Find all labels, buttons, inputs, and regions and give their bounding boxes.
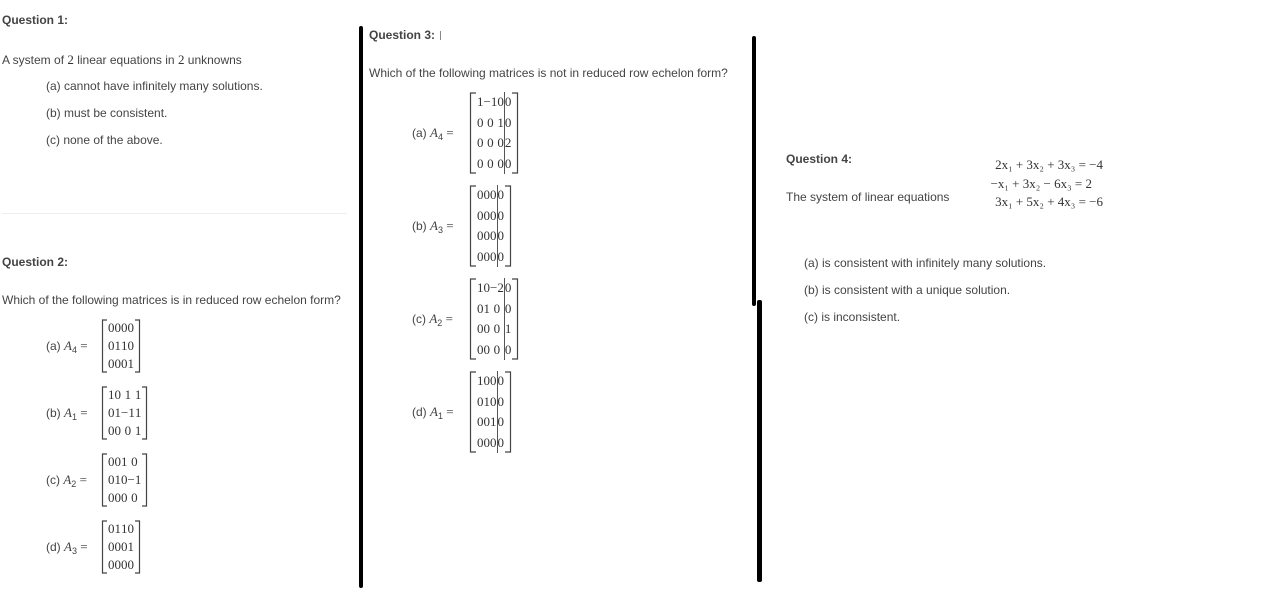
matrix-entry: 0 [108, 356, 115, 371]
matrix-entry: 0 [108, 405, 115, 420]
matrix-entry: 0 [114, 356, 121, 371]
matrix-entry: 0 [497, 94, 504, 110]
matrix-entry: 1 [134, 423, 142, 438]
right-bracket [141, 453, 148, 507]
q4-equation-3: 3x₁ + 5x₂ + 4x₃ = −6 [995, 194, 1103, 209]
left-bracket [101, 453, 108, 507]
matrix-entry: 0 [131, 454, 138, 469]
q3-option-a-letter: (a) [412, 126, 427, 140]
q3-option-b-matrix [469, 185, 512, 267]
q3-option-c-matrix-subscript: 2 [437, 318, 443, 329]
right-bracket [504, 371, 512, 453]
q4-option-a[interactable] [804, 256, 1046, 270]
matrix-entry: 0 [487, 155, 494, 171]
left-bracket [101, 386, 108, 440]
equals-sign: = [442, 218, 454, 233]
matrix-entry: 0 [497, 371, 504, 392]
matrix-row [477, 433, 504, 454]
q2-option-b-letter: (b) [46, 406, 61, 420]
matrix-entry: 0 [487, 114, 494, 130]
matrix-row [108, 556, 134, 574]
matrix-entry: 0 [127, 521, 134, 536]
q2-option-b-matrix-subscript: 1 [71, 412, 77, 423]
q2-option-d-matrix-name: A [64, 539, 72, 554]
q2-option-d-matrix-subscript: 3 [71, 546, 77, 557]
matrix-entry: 0 [121, 490, 128, 505]
q3-option-d-matrix [469, 371, 512, 453]
q2-option-b-matrix-name: A [64, 405, 72, 420]
matrix-row [108, 520, 134, 538]
q1-option-a-text: cannot have infinitely many solutions. [60, 79, 263, 93]
equals-sign: = [442, 125, 454, 140]
matrix-entry: 1 [121, 338, 128, 353]
right-bracket [511, 92, 519, 174]
matrix-entry: 0 [497, 185, 504, 206]
q3-option-c-matrix [469, 278, 519, 360]
right-bracket [504, 185, 512, 267]
equals-sign: = [76, 338, 88, 353]
matrix-entry: 0 [490, 248, 497, 264]
q1-option-b-text: must be consistent. [60, 106, 168, 120]
matrix-entry: 0 [493, 300, 501, 316]
matrix-row [477, 278, 511, 299]
matrix-entry: 0 [497, 392, 504, 413]
q3-stem: Which of the following matrices is not in reduced row echelon form? [369, 66, 728, 80]
matrix-entry: 1 [127, 539, 134, 554]
matrix-entry: 1 [477, 94, 484, 110]
matrix-entry: 1 [114, 338, 121, 353]
matrix-entry: −1 [121, 405, 135, 420]
matrix-row [108, 489, 141, 507]
matrix-entry: 0 [490, 434, 497, 450]
q1-option-c[interactable] [46, 133, 163, 147]
matrix-entry: 0 [497, 206, 504, 227]
matrix-row [477, 299, 511, 320]
q3-option-b-matrix-name: A [430, 218, 438, 233]
matrix-entry: 0 [114, 454, 121, 469]
q3-option-c-matrix-name: A [429, 311, 438, 326]
q1-option-a[interactable] [46, 79, 263, 93]
matrix-entry: 0 [490, 228, 497, 244]
matrix-entry: 1 [121, 521, 128, 536]
matrix-entry: 1 [121, 454, 128, 469]
matrix-entry: 0 [114, 387, 121, 402]
q3-option-a-label [412, 125, 454, 142]
matrix-entry: 0 [504, 278, 511, 299]
q4-title: Question 4: [786, 152, 853, 166]
q2-option-c-matrix [101, 453, 148, 507]
equals-sign: = [76, 472, 87, 487]
matrix-entry: 1 [490, 414, 497, 430]
matrix-entry: 1 [134, 387, 142, 402]
matrix-entry: 0 [490, 187, 497, 203]
matrix-entry: 0 [483, 373, 490, 389]
q4-option-b-text: is consistent with a unique solution. [818, 283, 1011, 297]
matrix-entry: 0 [477, 228, 484, 244]
matrix-entry: 0 [483, 414, 490, 430]
matrix-entry: 0 [131, 490, 138, 505]
q1-option-c-letter: (c) [46, 133, 60, 147]
q2-option-a-matrix [101, 319, 141, 373]
left-bracket [469, 185, 477, 267]
q1-stem-pre: A system of [2, 53, 68, 67]
matrix-entry: 0 [127, 338, 134, 353]
q2-option-d-label [46, 539, 88, 556]
q1-separator [2, 213, 347, 214]
matrix-row [477, 185, 504, 206]
q3-option-b-letter: (b) [412, 219, 427, 233]
matrix-entry: 0 [483, 434, 490, 450]
matrix-entry: 1 [114, 521, 121, 536]
matrix-row [108, 319, 134, 337]
matrix-entry: 0 [114, 423, 121, 438]
matrix-entry: 0 [108, 490, 115, 505]
matrix-entry: 0 [504, 92, 511, 113]
matrix-entry: 1 [134, 405, 142, 420]
matrix-row [108, 422, 141, 440]
left-bracket [469, 92, 477, 174]
q3-option-d-label [412, 404, 454, 421]
matrix-entry: 0 [504, 299, 511, 320]
q2-option-c-matrix-name: A [63, 472, 72, 487]
matrix-row [477, 392, 504, 413]
q2-option-a-label [46, 338, 88, 355]
matrix-entry: 0 [497, 226, 504, 247]
matrix-entry: 1 [483, 393, 490, 409]
q4-option-b-letter: (b) [804, 283, 819, 297]
q4-option-c-letter: (c) [804, 310, 818, 324]
matrix-entry: 0 [121, 472, 128, 487]
matrix-entry: 0 [477, 341, 484, 357]
matrix-row [477, 206, 504, 227]
matrix-entry: 0 [504, 154, 511, 175]
matrix-row [477, 340, 511, 361]
matrix-entry: 0 [108, 539, 115, 554]
matrix-entry: 0 [108, 472, 115, 487]
q4-equation-2: −x₁ + 3x₂ − 6x₃ = 2 [990, 175, 1092, 191]
q2-option-a-letter: (a) [46, 339, 61, 353]
q3-option-a-matrix [469, 92, 519, 174]
matrix-entry: 0 [114, 320, 121, 335]
matrix-entry: 0 [483, 248, 490, 264]
equals-sign: = [442, 404, 454, 419]
matrix-row [108, 538, 134, 556]
q1-option-b[interactable] [46, 106, 167, 120]
q1-title: Question 1: [2, 13, 69, 27]
equals-sign: = [76, 405, 88, 420]
q3-option-a-matrix-name: A [430, 125, 438, 140]
matrix-entry: 1 [497, 114, 504, 130]
matrix-entry: 0 [497, 247, 504, 268]
matrix-entry: 0 [504, 113, 511, 134]
matrix-row [108, 355, 134, 373]
matrix-entry: 0 [114, 539, 121, 554]
left-bracket [101, 319, 108, 373]
matrix-entry: 0 [477, 300, 484, 316]
q1-stem [2, 52, 242, 68]
left-bracket [469, 278, 477, 360]
matrix-entry: 0 [483, 321, 490, 337]
matrix-entry: −1 [127, 472, 142, 487]
column-divider-right-upper [752, 36, 756, 306]
q2-option-a-matrix-name: A [64, 338, 72, 353]
matrix-entry: 0 [483, 228, 490, 244]
q3-option-b-matrix-subscript: 3 [437, 225, 443, 236]
matrix-entry: 0 [497, 433, 504, 454]
matrix-entry: 1 [477, 280, 484, 296]
matrix-entry: 2 [504, 133, 511, 154]
matrix-row [477, 319, 511, 340]
matrix-entry: 1 [127, 356, 134, 371]
right-bracket [511, 278, 519, 360]
matrix-entry: 0 [497, 135, 504, 151]
matrix-entry: 0 [114, 557, 121, 572]
matrix-entry: 1 [477, 373, 484, 389]
q4-option-c-text: is inconsistent. [818, 310, 901, 324]
matrix-entry: 0 [483, 187, 490, 203]
matrix-row [477, 92, 511, 113]
q3-title [369, 28, 441, 42]
matrix-entry: 1 [483, 300, 490, 316]
q2-option-c-matrix-subscript: 2 [71, 479, 77, 490]
matrix-entry: 0 [504, 340, 511, 361]
matrix-row [108, 404, 141, 422]
matrix-entry: 1 [504, 319, 511, 340]
matrix-entry: 0 [477, 434, 484, 450]
q1-stem-n2: 2 [177, 52, 185, 67]
q3-option-d-letter: (d) [412, 405, 427, 419]
equals-sign: = [442, 311, 453, 326]
column-divider-left [359, 26, 363, 588]
matrix-row [477, 226, 504, 247]
matrix-entry: −2 [490, 280, 504, 296]
matrix-entry: 0 [124, 423, 132, 438]
matrix-entry: 1 [114, 405, 121, 420]
matrix-entry: 0 [487, 135, 494, 151]
matrix-entry: 0 [114, 490, 121, 505]
matrix-row [108, 386, 141, 404]
matrix-entry: 0 [108, 423, 115, 438]
q4-option-a-text: is consistent with infinitely many solutions. [818, 256, 1047, 270]
matrix-entry: 0 [490, 207, 497, 223]
column-divider-right-lower [757, 300, 762, 582]
matrix-entry: 0 [477, 187, 484, 203]
matrix-entry: 0 [477, 248, 484, 264]
q4-stem: The system of linear equations [786, 190, 950, 204]
q2-option-b-matrix [101, 386, 148, 440]
equals-sign: = [76, 539, 88, 554]
matrix-entry: 0 [108, 557, 115, 572]
q2-option-b-label [46, 405, 88, 422]
right-bracket [134, 520, 141, 574]
matrix-entry: 0 [490, 373, 497, 389]
matrix-entry: −1 [483, 94, 498, 110]
q1-option-b-letter: (b) [46, 106, 61, 120]
matrix-entry: 0 [483, 280, 490, 296]
matrix-entry: 0 [483, 341, 490, 357]
q4-equation-1: 2x₁ + 3x₂ + 3x₃ = −4 [995, 157, 1103, 172]
matrix-entry: 0 [127, 320, 134, 335]
matrix-row [108, 471, 141, 489]
matrix-entry: 0 [121, 557, 128, 572]
matrix-entry: 0 [483, 207, 490, 223]
matrix-entry: 1 [114, 472, 121, 487]
q1-stem-mid: linear equations in [73, 53, 178, 67]
right-bracket [134, 319, 141, 373]
matrix-entry: 0 [108, 320, 115, 335]
matrix-entry: 0 [108, 521, 115, 536]
matrix-entry: 0 [121, 356, 128, 371]
matrix-row [477, 133, 511, 154]
matrix-row [108, 453, 141, 471]
q3-option-a-matrix-subscript: 4 [437, 132, 443, 143]
right-bracket [141, 386, 148, 440]
matrix-entry: 0 [477, 414, 484, 430]
matrix-row [108, 337, 134, 355]
matrix-entry: 0 [497, 412, 504, 433]
matrix-entry: 0 [497, 155, 504, 171]
q1-option-a-letter: (a) [46, 79, 61, 93]
q4-option-c[interactable] [804, 310, 900, 324]
q2-option-d-matrix [101, 520, 141, 574]
matrix-entry: 1 [124, 387, 132, 402]
q2-option-a-matrix-subscript: 4 [71, 345, 77, 356]
q3-option-d-matrix-name: A [430, 404, 438, 419]
q3-title-text: Question 3: [369, 28, 436, 42]
q3-option-b-label [412, 218, 454, 235]
matrix-entry: 0 [493, 341, 501, 357]
left-bracket [101, 520, 108, 574]
q1-stem-post: unknowns [184, 53, 242, 67]
q2-title: Question 2: [2, 255, 69, 269]
q3-option-d-matrix-subscript: 1 [437, 411, 443, 422]
matrix-row [477, 371, 504, 392]
matrix-entry: 0 [477, 321, 484, 337]
q2-option-c-label [46, 472, 87, 489]
q3-option-c-letter: (c) [412, 312, 426, 326]
q4-equation-system [962, 156, 1103, 212]
matrix-entry: 0 [490, 393, 497, 409]
matrix-entry: 0 [121, 539, 128, 554]
matrix-entry: 0 [477, 135, 484, 151]
matrix-entry: 1 [108, 387, 115, 402]
q2-option-c-letter: (c) [46, 473, 60, 487]
matrix-entry: 0 [121, 320, 128, 335]
q4-option-a-letter: (a) [804, 256, 819, 270]
matrix-row [477, 113, 511, 134]
matrix-entry: 0 [477, 155, 484, 171]
q2-stem: Which of the following matrices is in reduced row echelon form? [2, 293, 341, 307]
matrix-entry: 0 [127, 557, 134, 572]
matrix-entry: 0 [493, 321, 501, 337]
matrix-entry: 0 [477, 393, 484, 409]
q2-option-d-letter: (d) [46, 540, 61, 554]
matrix-entry: 0 [477, 207, 484, 223]
q3-option-c-label [412, 311, 453, 328]
matrix-entry: 0 [108, 454, 115, 469]
matrix-row [477, 412, 504, 433]
matrix-row [477, 247, 504, 268]
q4-option-b[interactable] [804, 283, 1010, 297]
left-bracket [469, 371, 477, 453]
matrix-row [477, 154, 511, 175]
q1-stem-n1: 2 [67, 52, 74, 67]
matrix-entry: 0 [477, 114, 484, 130]
text-cursor-icon [440, 31, 441, 40]
matrix-entry: 0 [108, 338, 115, 353]
q1-option-c-text: none of the above. [60, 133, 163, 147]
